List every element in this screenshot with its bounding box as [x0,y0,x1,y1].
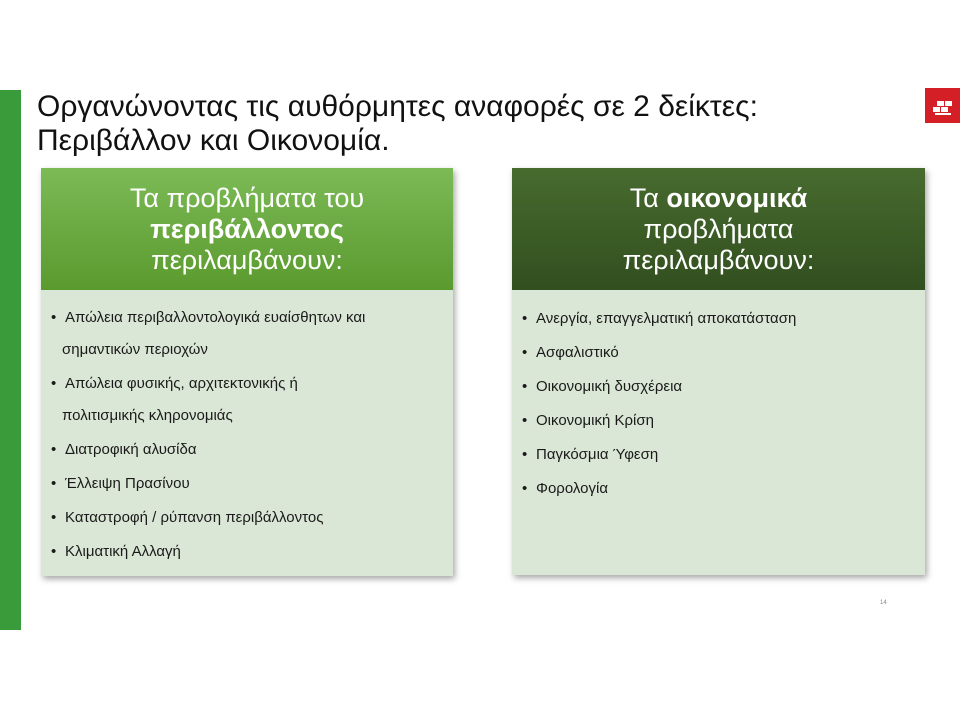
list-item [51,502,439,534]
list-item [522,472,911,506]
env-header-line-1: Τα προβλήματα του [129,182,365,213]
bullet-icon: • [522,446,528,463]
econ-header-bold: οικονομικά [666,182,808,213]
bullet-icon: • [51,441,57,458]
brand-logo [925,88,960,123]
bullet-icon: • [522,378,528,395]
economy-panel-header [512,168,925,290]
bullet-icon: • [51,509,57,526]
bullet-icon: • [51,375,57,392]
bullet-icon: • [522,344,528,361]
list-item [522,404,911,438]
env-item-0-line-2: σημαντικών περιοχών [62,341,208,358]
environment-panel-header [41,168,453,290]
env-item-3: Έλλειψη Πρασίνου [65,475,190,492]
environment-list [51,302,439,568]
env-item-4: Καταστροφή / ρύπανση περιβάλλοντος [65,509,324,526]
environment-panel-body [41,290,453,576]
list-item [51,434,439,466]
econ-header-prefix: Τα [629,182,667,213]
environment-panel [41,168,453,576]
bullet-icon: • [51,475,57,492]
bullet-icon: • [51,309,57,326]
left-accent-bar [0,90,21,630]
bullet-icon: • [522,480,528,497]
economy-list [522,302,911,506]
env-header-line-3: περιλαμβάνουν: [151,244,343,275]
env-item-1-line-1: Απώλεια φυσικής, αρχιτεκτονικής ή [65,375,298,392]
list-item [522,302,911,336]
econ-item-2: Οικονομική δυσχέρεια [536,378,683,395]
title-line-2: Περιβάλλον και Οικονομία. [37,124,390,157]
econ-item-5: Φορολογία [536,480,609,497]
list-item [51,368,439,432]
econ-item-3: Οικονομική Κρίση [536,412,654,429]
list-item [522,438,911,472]
bullet-icon: • [522,310,528,327]
econ-item-4: Παγκόσμια Ύφεση [536,446,659,463]
list-item [51,302,439,366]
econ-item-1: Ασφαλιστικό [536,344,619,361]
env-header-bold: περιβάλλοντος [150,213,344,244]
list-item [522,336,911,370]
econ-item-0: Ανεργία, επαγγελματική αποκατάσταση [536,310,797,327]
slide-title [37,90,897,158]
list-item [51,468,439,500]
economy-panel [512,168,925,575]
env-item-2: Διατροφική αλυσίδα [65,441,197,458]
econ-header-line-2: προβλήματα [643,213,794,244]
env-item-0-line-1: Απώλεια περιβαλλοντολογικά ευαίσθητων και [65,309,366,326]
bullet-icon: • [522,412,528,429]
economy-panel-body [512,290,925,575]
env-item-5: Κλιματική Αλλαγή [65,543,181,560]
env-item-1-line-2: πολιτισμικής κληρονομιάς [62,407,233,424]
list-item [51,536,439,568]
list-item [522,370,911,404]
title-line-1: Οργανώνοντας τις αυθόρμητες αναφορές σε 2 δείκτες: [37,90,758,123]
econ-header-line-3: περιλαμβάνουν: [622,244,815,275]
bullet-icon: • [51,543,57,560]
page-number: 14 [880,600,887,606]
